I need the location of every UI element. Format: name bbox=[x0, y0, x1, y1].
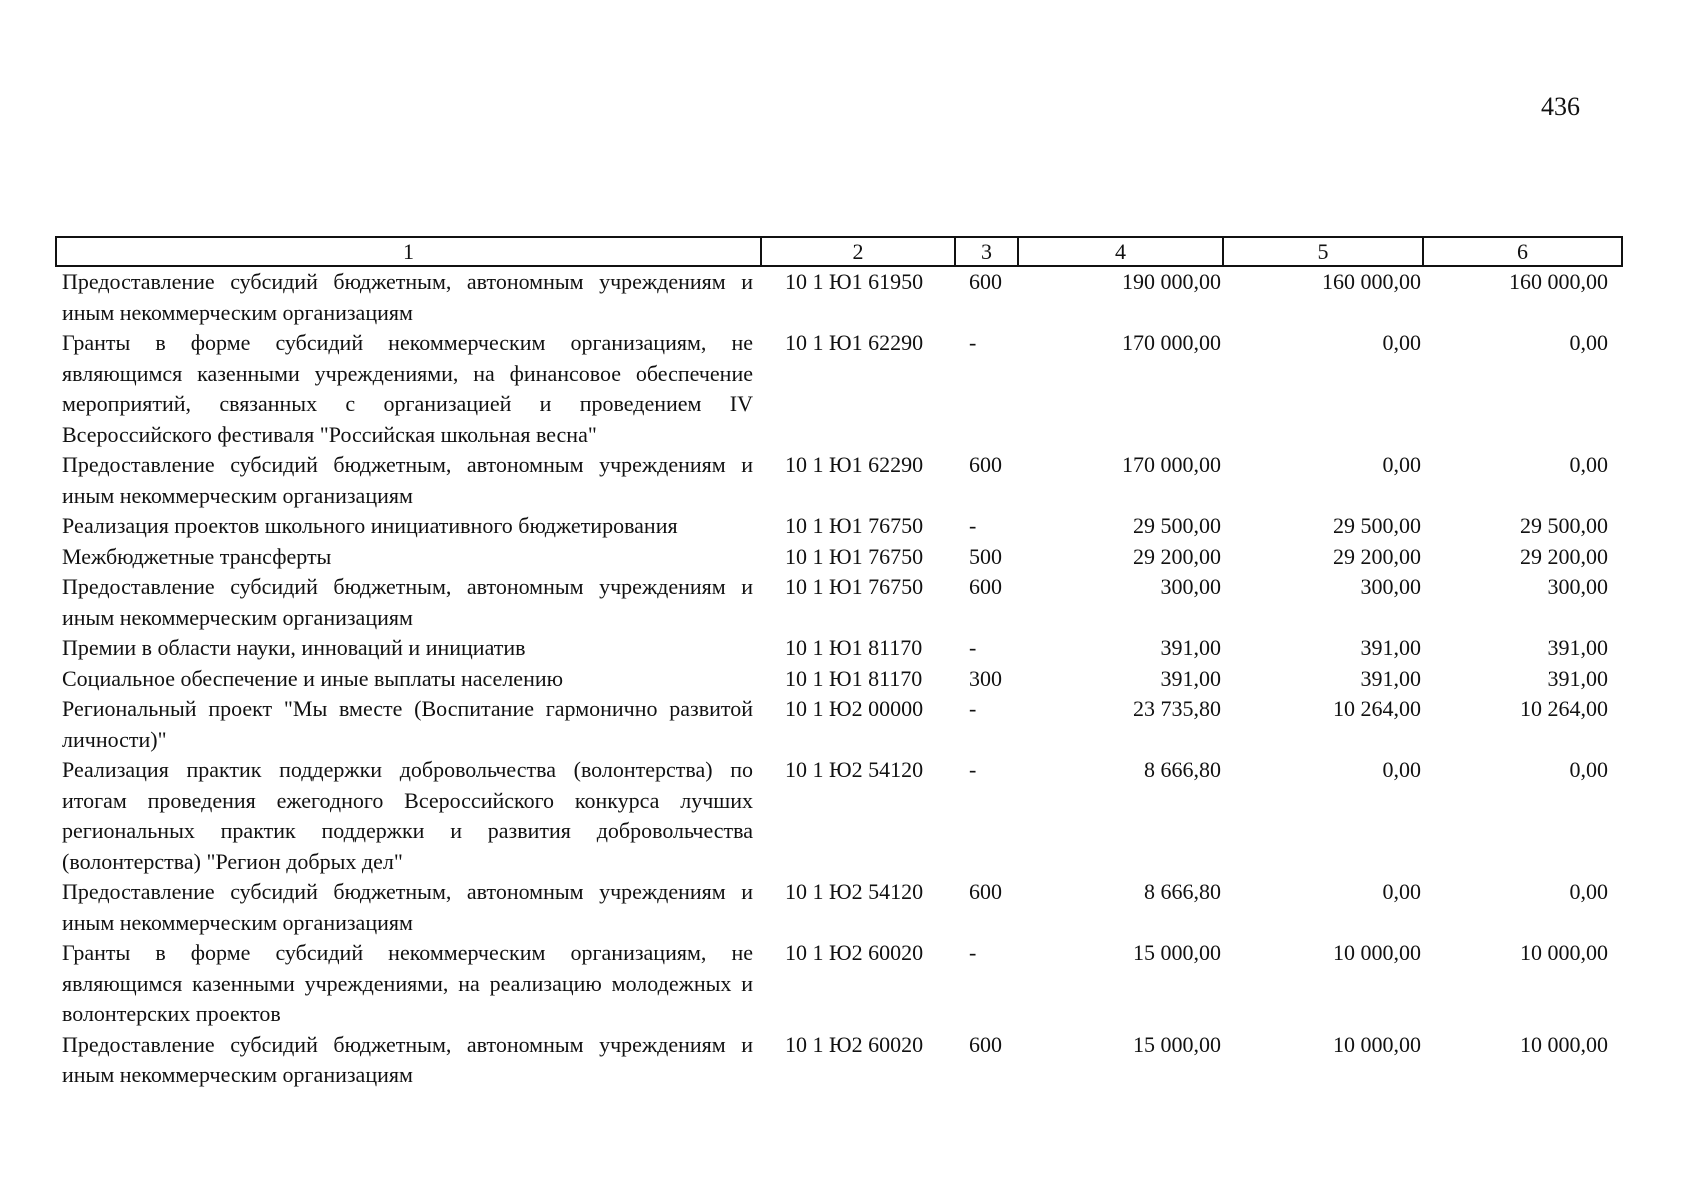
row-amount-1: 15 000,00 bbox=[1133, 940, 1221, 965]
row-type: 600 bbox=[969, 1031, 1002, 1057]
row-type: - bbox=[969, 635, 977, 660]
table-row bbox=[56, 1030, 1622, 1091]
row-amount-1: 190 000,00 bbox=[1122, 269, 1221, 294]
row-code: 10 1 Ю2 60020 bbox=[785, 1031, 924, 1057]
row-type: - bbox=[969, 513, 977, 538]
row-type: - bbox=[969, 330, 977, 355]
row-amount-3: 10 000,00 bbox=[1520, 940, 1608, 965]
row-amount-3: 160 000,00 bbox=[1509, 269, 1608, 294]
row-name: Предоставление субсидий бюджетным, автономным учреждениям и иным некоммерческим организациям bbox=[62, 269, 753, 325]
row-name: Премии в области науки, инноваций и инициатив bbox=[62, 635, 526, 660]
row-name: Предоставление субсидий бюджетным, автономным учреждениям и иным некоммерческим организациям bbox=[62, 574, 753, 630]
row-amount-1: 29 500,00 bbox=[1133, 513, 1221, 538]
row-amount-1: 23 735,80 bbox=[1133, 696, 1221, 721]
row-amount-1: 8 666,80 bbox=[1144, 757, 1221, 782]
row-amount-2: 10 000,00 bbox=[1333, 1031, 1421, 1057]
header-col-1: 1 bbox=[56, 237, 761, 266]
row-name: Социальное обеспечение и иные выплаты населению bbox=[62, 665, 564, 691]
table-header-row bbox=[56, 237, 1622, 266]
row-type: - bbox=[969, 940, 977, 965]
table-row bbox=[56, 755, 1622, 877]
row-type: 600 bbox=[969, 452, 1002, 477]
row-code: 10 1 Ю2 54120 bbox=[785, 879, 924, 904]
row-amount-1: 391,00 bbox=[1160, 665, 1221, 691]
header-col-4: 4 bbox=[1018, 237, 1223, 266]
row-amount-3: 300,00 bbox=[1547, 574, 1608, 599]
row-code: 10 1 Ю1 61950 bbox=[785, 269, 924, 294]
row-amount-2: 0,00 bbox=[1382, 330, 1421, 355]
header-col-3: 3 bbox=[955, 237, 1018, 266]
table-row bbox=[56, 542, 1622, 573]
row-amount-3: 10 000,00 bbox=[1520, 1031, 1608, 1057]
row-name: Реализация практик поддержки добровольчества (волонтерства) по итогам проведения ежегодного Всероссийского конкурса лучших региональных практик поддержки и развития добровольчества (волонтерства) "Регион добрых дел" bbox=[62, 757, 753, 874]
row-amount-2: 29 200,00 bbox=[1333, 543, 1421, 569]
row-amount-3: 10 264,00 bbox=[1520, 696, 1608, 721]
row-code: 10 1 Ю2 54120 bbox=[785, 757, 924, 782]
table-row bbox=[56, 938, 1622, 1030]
header-col-2: 2 bbox=[761, 237, 955, 266]
row-amount-1: 29 200,00 bbox=[1133, 543, 1221, 569]
row-code: 10 1 Ю2 00000 bbox=[785, 696, 924, 721]
row-type: 600 bbox=[969, 269, 1002, 294]
row-amount-1: 8 666,80 bbox=[1144, 879, 1221, 904]
row-amount-1: 170 000,00 bbox=[1122, 330, 1221, 355]
table-row bbox=[56, 511, 1622, 542]
row-amount-2: 160 000,00 bbox=[1322, 269, 1421, 294]
row-code: 10 1 Ю1 76750 bbox=[785, 574, 924, 599]
table-row bbox=[56, 572, 1622, 633]
row-amount-2: 0,00 bbox=[1382, 452, 1421, 477]
row-code: 10 1 Ю1 76750 bbox=[785, 513, 924, 538]
row-amount-1: 300,00 bbox=[1160, 574, 1221, 599]
row-amount-1: 391,00 bbox=[1160, 635, 1221, 660]
row-name: Предоставление субсидий бюджетным, автономным учреждениям и иным некоммерческим организациям bbox=[62, 452, 753, 508]
row-type: 300 bbox=[969, 665, 1002, 691]
row-amount-2: 391,00 bbox=[1360, 635, 1421, 660]
row-amount-2: 10 000,00 bbox=[1333, 940, 1421, 965]
row-amount-2: 391,00 bbox=[1360, 665, 1421, 691]
table-row bbox=[56, 694, 1622, 755]
row-type: - bbox=[969, 696, 977, 721]
row-amount-3: 0,00 bbox=[1569, 452, 1608, 477]
row-amount-2: 0,00 bbox=[1382, 879, 1421, 904]
table-row bbox=[56, 266, 1622, 328]
row-code: 10 1 Ю1 76750 bbox=[785, 543, 924, 569]
header-col-5: 5 bbox=[1223, 237, 1423, 266]
row-name: Гранты в форме субсидий некоммерческим организациям, не являющимся казенными учреждениями, на финансовое обеспечение мероприятий, связанных с организацией и проведением IV Всероссийского фестиваля "Российская школьная весна" bbox=[62, 330, 753, 447]
row-amount-2: 0,00 bbox=[1382, 757, 1421, 782]
row-name: Предоставление субсидий бюджетным, автономным учреждениям и иным некоммерческим организациям bbox=[62, 879, 753, 935]
row-type: 600 bbox=[969, 574, 1002, 599]
row-name: Межбюджетные трансферты bbox=[62, 543, 332, 569]
table-row bbox=[56, 877, 1622, 938]
row-amount-3: 391,00 bbox=[1547, 635, 1608, 660]
row-amount-3: 391,00 bbox=[1547, 665, 1608, 691]
row-amount-1: 170 000,00 bbox=[1122, 452, 1221, 477]
row-amount-1: 15 000,00 bbox=[1133, 1031, 1221, 1057]
row-code: 10 1 Ю1 81170 bbox=[785, 665, 923, 691]
row-type: 600 bbox=[969, 879, 1002, 904]
table-row bbox=[56, 450, 1622, 511]
row-amount-3: 0,00 bbox=[1569, 330, 1608, 355]
row-code: 10 1 Ю2 60020 bbox=[785, 940, 924, 965]
row-name: Реализация проектов школьного инициативного бюджетирования bbox=[62, 513, 678, 538]
row-amount-3: 29 200,00 bbox=[1520, 543, 1608, 569]
row-amount-2: 29 500,00 bbox=[1333, 513, 1421, 538]
budget-table bbox=[55, 236, 1623, 1091]
row-type: - bbox=[969, 757, 977, 782]
table-row bbox=[56, 328, 1622, 450]
page-number: 436 bbox=[1541, 92, 1580, 121]
row-amount-3: 0,00 bbox=[1569, 879, 1608, 904]
row-type: 500 bbox=[969, 543, 1002, 569]
row-amount-2: 10 264,00 bbox=[1333, 696, 1421, 721]
row-code: 10 1 Ю1 81170 bbox=[785, 635, 923, 660]
row-name: Предоставление субсидий бюджетным, автономным учреждениям и иным некоммерческим организациям bbox=[62, 1031, 753, 1087]
header-col-6: 6 bbox=[1423, 237, 1622, 266]
table-row bbox=[56, 633, 1622, 664]
row-amount-3: 29 500,00 bbox=[1520, 513, 1608, 538]
row-amount-2: 300,00 bbox=[1360, 574, 1421, 599]
row-name: Региональный проект "Мы вместе (Воспитание гармонично развитой личности)" bbox=[62, 696, 753, 752]
row-name: Гранты в форме субсидий некоммерческим организациям, не являющимся казенными учреждениями, на реализацию молодежных и волонтерских проектов bbox=[62, 940, 753, 1026]
row-code: 10 1 Ю1 62290 bbox=[785, 330, 924, 355]
table-row bbox=[56, 664, 1622, 695]
row-amount-3: 0,00 bbox=[1569, 757, 1608, 782]
row-code: 10 1 Ю1 62290 bbox=[785, 452, 924, 477]
